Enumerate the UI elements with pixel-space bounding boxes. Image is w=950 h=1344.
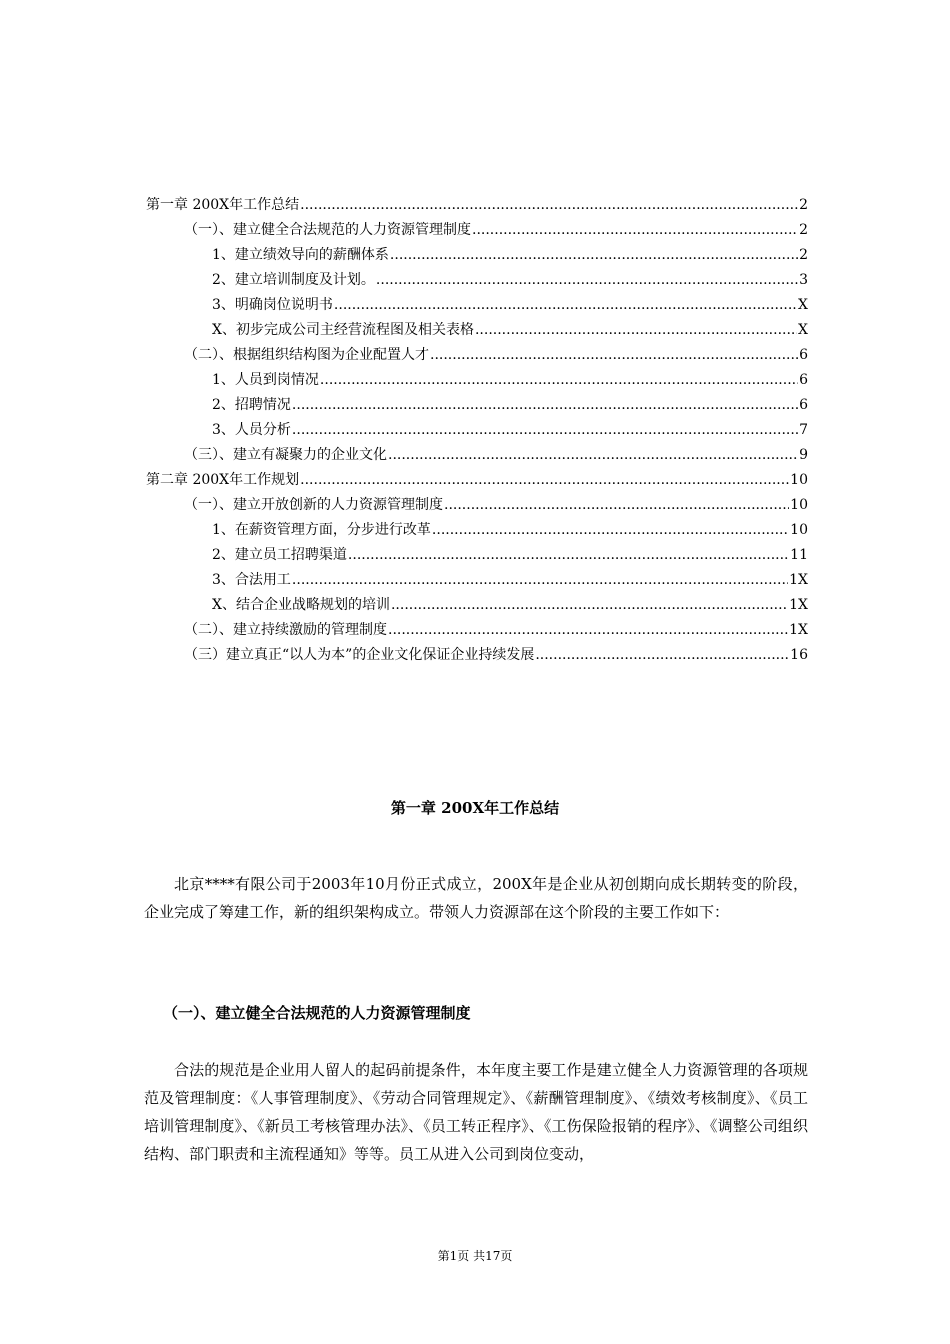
toc-entry-title: 1、在薪资管理方面，分步进行改革 [212, 522, 431, 538]
toc-entry-page-number: 10 [790, 497, 808, 513]
toc-dot-leader [334, 295, 797, 315]
toc-entry-page-number: X [798, 297, 808, 313]
toc-entry-page-number: 1X [789, 597, 808, 613]
toc-entry[interactable] [146, 495, 808, 520]
toc-entry-title: 1、人员到岗情况 [212, 372, 319, 388]
page-footer: 第1页 共17页 [437, 1249, 513, 1263]
toc-entry-title: （一）、建立健全合法规范的人力资源管理制度 [184, 222, 471, 238]
toc-entry[interactable] [146, 295, 808, 320]
toc-dot-leader [475, 320, 797, 340]
toc-dot-leader [432, 520, 789, 540]
toc-dot-leader [472, 220, 798, 240]
toc-entry-page-number: 2 [799, 222, 808, 238]
toc-dot-leader [430, 345, 798, 365]
table-of-contents [146, 195, 808, 670]
toc-entry-title: 1、建立绩效导向的薪酬体系 [212, 247, 389, 263]
toc-dot-leader [388, 445, 798, 465]
chapter-title: 第一章 200X年工作总结 [390, 799, 560, 817]
toc-entry-page-number: 6 [799, 397, 808, 413]
intro-paragraph: 北京****有限公司于2003年10月份正式成立，200X年是企业从初创期向成长期转变的阶段，企业完成了筹建工作，新的组织架构成立。带领人力资源部在这个阶段的主要工作如下： [144, 875, 808, 921]
toc-entry-title: 2、招聘情况 [212, 397, 291, 413]
toc-entry-title: 3、明确岗位说明书 [212, 297, 333, 313]
toc-entry-page-number: 1X [789, 572, 808, 588]
toc-entry[interactable] [146, 595, 808, 620]
toc-entry[interactable] [146, 520, 808, 545]
toc-dot-leader [390, 245, 798, 265]
toc-entry-title: 第一章 200X年工作总结 [146, 197, 300, 213]
toc-dot-leader [376, 270, 798, 290]
toc-entry-title: （一）、建立开放创新的人力资源管理制度 [184, 497, 443, 513]
toc-entry-page-number: 9 [799, 447, 808, 463]
toc-entry[interactable] [146, 320, 808, 345]
toc-entry-title: 2、建立员工招聘渠道 [212, 547, 347, 563]
toc-entry-title: X、结合企业战略规划的培训 [212, 597, 390, 613]
toc-dot-leader [348, 545, 789, 565]
toc-dot-leader [444, 495, 789, 515]
toc-entry-page-number: X [798, 322, 808, 338]
toc-entry-page-number: 2 [799, 247, 808, 263]
toc-entry-title: 2、建立培训制度及计划。 [212, 272, 375, 288]
toc-entry-title: 3、人员分析 [212, 422, 291, 438]
toc-entry[interactable] [146, 470, 808, 495]
toc-dot-leader [320, 370, 798, 390]
toc-dot-leader [388, 620, 788, 640]
toc-entry[interactable] [146, 370, 808, 395]
toc-entry-title: （三）建立真正“以人为本”的企业文化保证企业持续发展 [184, 647, 535, 663]
toc-entry-page-number: 7 [799, 422, 808, 438]
toc-entry-page-number: 3 [799, 272, 808, 288]
toc-entry[interactable] [146, 645, 808, 670]
toc-entry[interactable] [146, 395, 808, 420]
toc-dot-leader [300, 470, 789, 490]
toc-entry[interactable] [146, 195, 808, 220]
toc-entry-page-number: 10 [790, 522, 808, 538]
toc-entry-page-number: 6 [799, 372, 808, 388]
toc-entry[interactable] [146, 420, 808, 445]
toc-entry[interactable] [146, 570, 808, 595]
toc-entry-title: （三）、建立有凝聚力的企业文化 [184, 447, 387, 463]
section-paragraph: 合法的规范是企业用人留人的起码前提条件，本年度主要工作是建立健全人力资源管理的各项规范及管理制度：《人事管理制度》、《劳动合同管理规定》、《薪酬管理制度》、《绩效考核制度》、《员工培训管理制度》、《新员工考核管理办法》、《员工转正程序》、《工伤保险报销的程序》、《调整公司组织结构、部门职责和主流程通知》等等。员工从进入公司到岗位变动， [144, 1061, 808, 1163]
toc-entry[interactable] [146, 245, 808, 270]
toc-dot-leader [292, 570, 788, 590]
toc-entry-title: （二）、根据组织结构图为企业配置人才 [184, 347, 429, 363]
toc-entry[interactable] [146, 270, 808, 295]
toc-entry[interactable] [146, 545, 808, 570]
toc-entry-title: X、初步完成公司主经营流程图及相关表格 [212, 322, 474, 338]
toc-entry-page-number: 11 [790, 547, 808, 563]
toc-entry[interactable] [146, 345, 808, 370]
toc-entry[interactable] [146, 445, 808, 470]
toc-entry-title: 3、合法用工 [212, 572, 291, 588]
toc-dot-leader [292, 420, 798, 440]
section-heading: （一）、建立健全合法规范的人力资源管理制度 [163, 1004, 471, 1022]
toc-dot-leader [292, 395, 798, 415]
toc-entry-page-number: 10 [790, 472, 808, 488]
toc-entry-page-number: 16 [790, 647, 808, 663]
toc-entry[interactable] [146, 220, 808, 245]
toc-entry-page-number: 6 [799, 347, 808, 363]
toc-dot-leader [391, 595, 788, 615]
toc-dot-leader [300, 195, 798, 215]
toc-entry-title: 第二章 200X年工作规划 [146, 472, 300, 488]
toc-entry-page-number: 2 [799, 197, 808, 213]
toc-dot-leader [535, 645, 789, 665]
toc-entry-title: （二）、建立持续激励的管理制度 [184, 622, 387, 638]
toc-entry-page-number: 1X [789, 622, 808, 638]
toc-entry[interactable] [146, 620, 808, 645]
